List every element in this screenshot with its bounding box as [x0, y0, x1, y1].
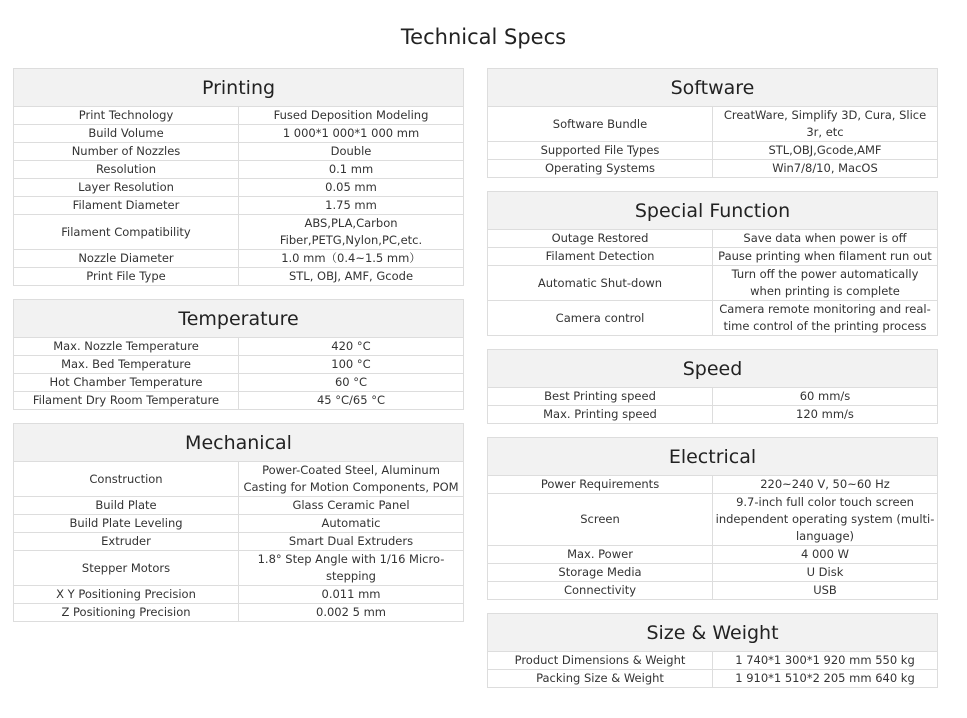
spec-label: Construction	[14, 462, 239, 497]
spec-value: Smart Dual Extruders	[239, 533, 464, 551]
spec-label: Best Printing speed	[488, 388, 713, 406]
spec-label: Nozzle Diameter	[14, 250, 239, 268]
spec-label: Print File Type	[14, 268, 239, 286]
spec-row	[488, 476, 938, 494]
spec-label: Extruder	[14, 533, 239, 551]
spec-label: Build Volume	[14, 125, 239, 143]
spec-row	[488, 388, 938, 406]
spec-label: Filament Detection	[488, 248, 713, 266]
spec-table-electrical	[487, 437, 938, 600]
spec-row	[14, 197, 464, 215]
spec-label: Screen	[488, 494, 713, 546]
spec-label: Stepper Motors	[14, 551, 239, 586]
spec-row	[14, 215, 464, 250]
spec-row	[488, 107, 938, 142]
section-header-row	[488, 69, 938, 107]
spec-value: 1 000*1 000*1 000 mm	[239, 125, 464, 143]
spec-label: Product Dimensions & Weight	[488, 652, 713, 670]
spec-label: Filament Compatibility	[14, 215, 239, 250]
spec-row	[488, 670, 938, 688]
spec-row	[488, 546, 938, 564]
section-title: Electrical	[488, 438, 938, 476]
spec-label: Hot Chamber Temperature	[14, 374, 239, 392]
spec-value: 120 mm/s	[713, 406, 938, 424]
spec-row	[488, 652, 938, 670]
spec-value: 1.75 mm	[239, 197, 464, 215]
section-header-row	[488, 192, 938, 230]
spec-value: 1.8° Step Angle with 1/16 Micro-stepping	[239, 551, 464, 586]
spec-row	[488, 230, 938, 248]
spec-value: 0.1 mm	[239, 161, 464, 179]
spec-label: Number of Nozzles	[14, 143, 239, 161]
spec-table-speed	[487, 349, 938, 424]
spec-row	[488, 406, 938, 424]
spec-row	[14, 179, 464, 197]
page-title: Technical Specs	[400, 25, 567, 50]
spec-value: 0.002 5 mm	[239, 604, 464, 622]
spec-label: Z Positioning Precision	[14, 604, 239, 622]
section-header-row	[14, 300, 464, 338]
spec-table-mechanical	[13, 423, 464, 622]
spec-row	[488, 564, 938, 582]
spec-row	[14, 374, 464, 392]
section-header-row	[14, 69, 464, 107]
spec-value: Save data when power is off	[713, 230, 938, 248]
spec-row	[14, 515, 464, 533]
spec-row	[14, 356, 464, 374]
spec-label: Software Bundle	[488, 107, 713, 142]
spec-value: Automatic	[239, 515, 464, 533]
spec-value: CreatWare, Simplify 3D, Cura, Slice 3r, etc	[713, 107, 938, 142]
section-header-row	[14, 424, 464, 462]
spec-row	[14, 497, 464, 515]
spec-label: Camera control	[488, 301, 713, 336]
spec-row	[14, 533, 464, 551]
spec-value: 220~240 V, 50~60 Hz	[713, 476, 938, 494]
spec-table-size-weight	[487, 613, 938, 688]
section-title: Speed	[488, 350, 938, 388]
spec-value: U Disk	[713, 564, 938, 582]
spec-row	[488, 266, 938, 301]
spec-value: 1.0 mm（0.4~1.5 mm）	[239, 250, 464, 268]
section-header-row	[488, 614, 938, 652]
spec-value: Win7/8/10, MacOS	[713, 160, 938, 178]
spec-label: Build Plate	[14, 497, 239, 515]
spec-value: STL, OBJ, AMF, Gcode	[239, 268, 464, 286]
spec-label: Max. Power	[488, 546, 713, 564]
spec-label: Operating Systems	[488, 160, 713, 178]
spec-label: Filament Dry Room Temperature	[14, 392, 239, 410]
spec-row	[488, 494, 938, 546]
spec-label: Automatic Shut-down	[488, 266, 713, 301]
spec-row	[14, 107, 464, 125]
section-header-row	[488, 438, 938, 476]
spec-row	[488, 248, 938, 266]
spec-value: 9.7-inch full color touch screen independent operating system (multi-language)	[713, 494, 938, 546]
spec-table-temperature	[13, 299, 464, 410]
spec-label: Outage Restored	[488, 230, 713, 248]
spec-value: 420 °C	[239, 338, 464, 356]
spec-row	[14, 268, 464, 286]
spec-value: 45 °C/65 °C	[239, 392, 464, 410]
spec-row	[488, 160, 938, 178]
right-column	[487, 68, 938, 701]
spec-label: Resolution	[14, 161, 239, 179]
spec-row	[14, 125, 464, 143]
spec-label: Packing Size & Weight	[488, 670, 713, 688]
spec-table-special-function	[487, 191, 938, 336]
left-column	[13, 68, 464, 635]
spec-label: X Y Positioning Precision	[14, 586, 239, 604]
spec-label: Print Technology	[14, 107, 239, 125]
spec-value: 4 000 W	[713, 546, 938, 564]
spec-value: Double	[239, 143, 464, 161]
spec-value: 0.011 mm	[239, 586, 464, 604]
spec-label: Filament Diameter	[14, 197, 239, 215]
section-title: Temperature	[14, 300, 464, 338]
spec-label: Connectivity	[488, 582, 713, 600]
spec-row	[14, 586, 464, 604]
spec-value: 100 °C	[239, 356, 464, 374]
spec-label: Max. Bed Temperature	[14, 356, 239, 374]
spec-value: Glass Ceramic Panel	[239, 497, 464, 515]
spec-value: Camera remote monitoring and real-time control of the printing process	[713, 301, 938, 336]
section-title: Software	[488, 69, 938, 107]
spec-label: Storage Media	[488, 564, 713, 582]
spec-value: Turn off the power automatically when printing is complete	[713, 266, 938, 301]
section-title: Printing	[14, 69, 464, 107]
spec-value: 60 °C	[239, 374, 464, 392]
spec-row	[14, 462, 464, 497]
section-header-row	[488, 350, 938, 388]
spec-row	[14, 604, 464, 622]
spec-value: ABS,PLA,Carbon Fiber,PETG,Nylon,PC,etc.	[239, 215, 464, 250]
spec-table-software	[487, 68, 938, 178]
spec-label: Power Requirements	[488, 476, 713, 494]
spec-value: USB	[713, 582, 938, 600]
spec-label: Max. Printing speed	[488, 406, 713, 424]
spec-table-printing	[13, 68, 464, 286]
spec-row	[14, 161, 464, 179]
spec-label: Build Plate Leveling	[14, 515, 239, 533]
spec-label: Max. Nozzle Temperature	[14, 338, 239, 356]
section-title: Size & Weight	[488, 614, 938, 652]
spec-row	[488, 582, 938, 600]
spec-row	[488, 301, 938, 336]
spec-value: STL,OBJ,Gcode,AMF	[713, 142, 938, 160]
spec-value: Power-Coated Steel, Aluminum Casting for Motion Components, POM	[239, 462, 464, 497]
spec-label: Layer Resolution	[14, 179, 239, 197]
spec-row	[14, 143, 464, 161]
spec-value: 1 910*1 510*2 205 mm 640 kg	[713, 670, 938, 688]
spec-value: 60 mm/s	[713, 388, 938, 406]
spec-value: Fused Deposition Modeling	[239, 107, 464, 125]
section-title: Special Function	[488, 192, 938, 230]
section-title: Mechanical	[14, 424, 464, 462]
spec-row	[14, 551, 464, 586]
spec-row	[14, 338, 464, 356]
spec-row	[14, 392, 464, 410]
spec-label: Supported File Types	[488, 142, 713, 160]
spec-row	[488, 142, 938, 160]
spec-value: Pause printing when filament run out	[713, 248, 938, 266]
spec-value: 1 740*1 300*1 920 mm 550 kg	[713, 652, 938, 670]
spec-value: 0.05 mm	[239, 179, 464, 197]
spec-row	[14, 250, 464, 268]
